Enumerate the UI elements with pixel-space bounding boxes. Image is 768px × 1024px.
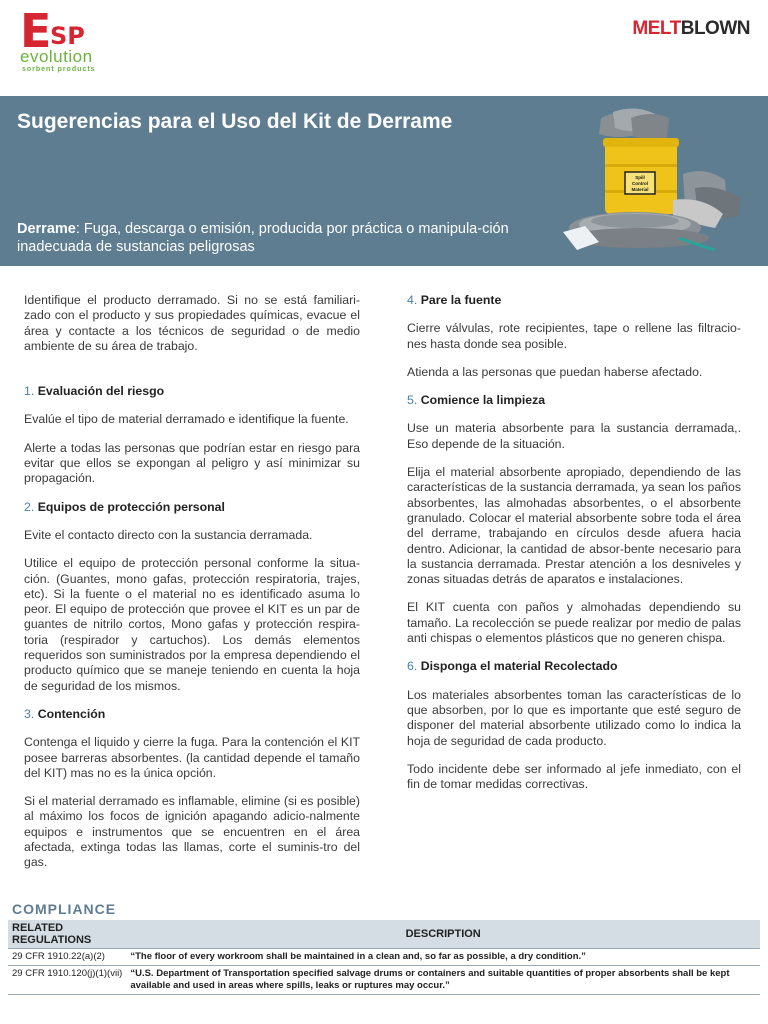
section-number: 4. — [407, 293, 418, 307]
paragraph: Cierre válvulas, rote recipientes, tape o rellene las filtracio-nes hasta donde sea posible. — [407, 321, 741, 351]
section-title: Comience la limpieza — [420, 393, 546, 408]
table-row — [8, 949, 760, 966]
paragraph: Use un materia absorbente para la sustancia derramada,. Eso depende de la situación. — [407, 421, 741, 451]
table-header-row — [8, 920, 760, 949]
definition-text: : Fuga, descarga o emisión, producida por práctica o manipula-ción inadecuada de sustancias peligrosas — [17, 221, 509, 255]
paragraph: Contenga el liquido y cierre la fuga. Para la contención el KIT posee barreras absorbentes. (la cantidad depende el tamaño del KIT) mas no es la única opción. — [24, 735, 360, 780]
paragraph: Utilice el equipo de protección personal conforme la situa-ción. (Guantes, mono gafas, protección respiratoria, trajes, etc). Si la fuente o el material no es identificado asuma lo peor. El equipo de protección que provee el KIT es un par de guantes de nitrilo cortos, Mono gafas y protección respira-toria (respirador y cartuchos). Los demás elementos requeridos son suministrados por la empresa dependiendo el producto químico que se maneje teniendo en cuenta la hoja de seguridad de los mismos. — [24, 556, 360, 693]
description-cell: “The floor of every workroom shall be maintained in a clean and, so far as possible, a dry condition.” — [126, 949, 760, 966]
logo-letters-sp: SP — [50, 22, 85, 50]
section-number: 1. — [24, 384, 35, 399]
esp-evolution-logo — [20, 4, 140, 73]
section-title: Disponga el material Recolectado — [420, 659, 618, 674]
left-column — [24, 293, 360, 871]
heading-cleanup — [407, 393, 741, 408]
description-cell: “U.S. Department of Transportation specified salvage drums or containers and suitable quantities of proper absorbents shall be kept available and used in areas where spills, leaks or ruptures may occur.” — [126, 966, 760, 995]
paragraph: Evalúe el tipo de material derramado e identifique la fuente. — [24, 412, 349, 427]
section-number: 3. — [24, 706, 35, 721]
meltblown-blown: BLOWN — [680, 18, 750, 39]
header-related-regulations: RELATED REGULATIONS — [8, 920, 126, 949]
definition-term: Derrame — [17, 221, 76, 237]
regulation-cell: 29 CFR 1910.120(j)(1)(vii) — [8, 966, 126, 995]
heading-disposal — [407, 659, 741, 674]
logo-evolution-text: evolution — [20, 47, 93, 66]
section-title: Equipos de protección personal — [37, 499, 225, 514]
header-description: DESCRIPTION — [126, 920, 760, 949]
svg-text:Control: Control — [632, 181, 648, 186]
regulation-cell: 29 CFR 1910.22(a)(2) — [8, 949, 126, 966]
compliance-title: COMPLIANCE — [12, 901, 117, 917]
logo-tagline: sorbent products — [22, 66, 96, 73]
intro-paragraph: Identifique el producto derramado. Si no se está familiari-zado con el producto y sus propiedades químicas, evacue el área y contacte a los técnicos de seguridad o de medio ambiente de su área de trabajo. — [24, 293, 360, 353]
svg-text:Material: Material — [631, 187, 649, 192]
paragraph: El KIT cuenta con paños y almohadas dependiendo su tamaño. La recolección se puede realizar por medio de palas anti chispas o elementos plásticos que no generen chispa. — [407, 600, 741, 646]
heading-risk-evaluation — [24, 384, 360, 399]
compliance-table — [8, 920, 760, 995]
heading-ppe — [24, 500, 360, 515]
paragraph: Atienda a las personas que puedan haberse afectado. — [407, 364, 703, 379]
section-title: Pare la fuente — [420, 293, 502, 307]
table-row — [8, 966, 760, 995]
svg-text:Spill: Spill — [635, 175, 645, 180]
meltblown-logo — [632, 18, 750, 40]
paragraph: Alerte a todas las personas que podrían estar en riesgo para evitar que ellos se expongan al peligro y así minimizar su propagación. — [24, 440, 360, 486]
logo-letter-e: E — [20, 4, 50, 58]
section-number: 5. — [407, 393, 418, 408]
section-title: Evaluación del riesgo — [37, 384, 165, 399]
section-title: Contención — [37, 706, 106, 721]
spill-definition — [17, 220, 517, 256]
paragraph: Si el material derramado es inflamable, elimine (si es posible) al máximo los focos de ignición apagando adicio-nalmente equipos e instrumentos que se encuentren en el área afectada, extinga todas las llamas, corte el suminis-tro del gas. — [24, 794, 360, 870]
heading-stop-source — [407, 293, 741, 308]
section-number: 6. — [407, 659, 418, 674]
paragraph: Elija el material absorbente apropiado, dependiendo de las características de la sustancia derramada, ya sean los paños absorbentes, las almohadas absorbentes, o el absorbente granulado. Colocar el material absorbente sobre toda el área del derrame, trabajando en círculos desde afuera hacia dentro. Adicionar, la cantidad de absor-bente necesario para la sustancia derramada. Prestar atención a los desniveles y zonas situadas detrás de aparatos e instalaciones. — [407, 465, 741, 587]
paragraph: Todo incidente debe ser informado al jefe inmediato, con el fin de tomar medidas correctivas. — [407, 761, 741, 792]
right-column — [407, 293, 741, 792]
heading-containment — [24, 707, 360, 722]
section-number: 2. — [24, 499, 35, 514]
paragraph: Los materiales absorbentes toman las características de lo que absorben, por lo que es importante que esté seguro de disponer del material absorbente utilizado como lo indica la hoja de seguridad de cada producto. — [407, 687, 741, 748]
meltblown-melt: MELT — [632, 18, 681, 39]
page-title: Sugerencias para el Uso del Kit de Derrame — [17, 110, 453, 133]
paragraph: Evite el contacto directo con la sustancia derramada. — [24, 527, 313, 542]
spill-kit-image — [555, 104, 755, 262]
